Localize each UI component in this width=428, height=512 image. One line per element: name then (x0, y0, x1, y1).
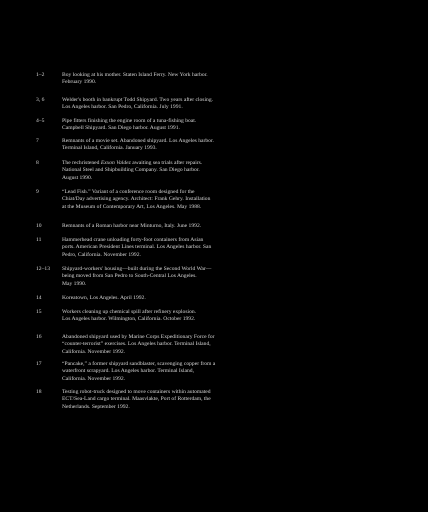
caption-line: The rechristened Exxon Valdez awaiting sea trials after repairs. (62, 160, 203, 166)
caption-text (62, 295, 376, 302)
caption-entry (36, 160, 376, 182)
plate-number: 17 (36, 361, 42, 367)
caption-line: ECT/Sea-Land cargo terminal. Maasvlakte, Port of Rotterdam, the (62, 396, 211, 403)
caption-entry (36, 389, 376, 411)
caption-line: Chiat/Day advertising agency. Architect: Frank Gehry. Installation (62, 196, 211, 203)
caption-text (62, 138, 376, 153)
caption-entry (36, 118, 376, 133)
caption-line: February 1990. (62, 79, 97, 86)
caption-text (62, 223, 376, 230)
caption-line: Terminal Island, California. January 1993. (62, 145, 157, 152)
caption-line: Hammerhead crane unloading forty-foot containers from Asian (62, 237, 204, 243)
plate-number: 16 (36, 334, 42, 340)
caption-line: California. November 1992. (62, 375, 126, 382)
plate-number: 11 (36, 237, 42, 243)
caption-entry (36, 138, 376, 153)
caption-line: “Pancake,” a former shipyard sandblaster, scavenging copper from a (62, 361, 216, 367)
caption-line: August 1990. (62, 174, 93, 181)
caption-line: May 1990. (62, 280, 87, 287)
caption-line: Netherlands. September 1992. (62, 403, 130, 410)
caption-line: ports. American President Lines terminal. Los Angeles harbor. San (62, 244, 212, 251)
plate-number: 18 (36, 389, 42, 395)
caption-text (62, 334, 376, 356)
caption-line: “counter-terrorist” exercises. Los Angeles harbor. Terminal Island, (62, 341, 211, 348)
caption-line: waterfront scrapyard. Los Angeles harbor. Terminal Island, (62, 368, 195, 375)
caption-line: Abandoned shipyard used by Marine Corps Expeditionary Force for (62, 334, 215, 340)
caption-line: California. November 1992. (62, 348, 126, 355)
caption-text (62, 309, 376, 324)
plate-number: 3, 6 (36, 97, 45, 103)
plate-number: 1–2 (36, 72, 45, 78)
caption-line: Pipe fitters finishing the engine room of a tuna-fishing boat. (62, 118, 197, 124)
caption-entry (36, 334, 376, 356)
plate-number: 7 (36, 138, 39, 144)
caption-text (62, 237, 376, 259)
plate-number: 10 (36, 223, 42, 229)
caption-entry (36, 361, 376, 383)
caption-line: Koreatown, Los Angeles. April 1992. (62, 295, 146, 301)
plate-number: 8 (36, 160, 39, 166)
caption-text (62, 72, 376, 87)
caption-text (62, 266, 376, 288)
caption-line: Boy looking at his mother. Staten Island Ferry. New York harbor. (62, 72, 208, 78)
caption-line: Los Angeles harbor. Wilmington, California. October 1992. (62, 316, 196, 323)
caption-entry (36, 223, 376, 230)
caption-entry (36, 295, 376, 302)
caption-line: Welder's booth in bankrupt Todd Shipyard. Two years after closing. (62, 97, 214, 103)
caption-line: National Steel and Shipbuilding Company. San Diego harbor. (62, 167, 200, 174)
caption-text (62, 160, 376, 182)
plate-number: 14 (36, 295, 42, 301)
caption-entry (36, 189, 376, 211)
plate-number: 4–5 (36, 118, 45, 124)
caption-line: Testing robot-truck designed to move containers within automated (62, 389, 211, 395)
caption-line: Workers cleaning up chemical spill after refinery explosion. (62, 309, 197, 315)
caption-line: Remnants of a movie set. Abandoned shipyard. Los Angeles harbor. (62, 138, 214, 144)
plate-number: 15 (36, 309, 42, 315)
plate-number: 9 (36, 189, 39, 195)
caption-line: “Lead Fish.” Variant of a conference room designed for the (62, 189, 195, 195)
caption-line: Campbell Shipyard. San Diego harbor. August 1991. (62, 125, 180, 132)
caption-line: Remnants of a Roman harbor near Minturno, Italy. June 1992. (62, 223, 202, 229)
caption-line: being moved from San Pedro to South-Central Los Angeles. (62, 273, 197, 280)
caption-text (62, 389, 376, 411)
plate-number: 12–13 (36, 266, 50, 272)
caption-entry (36, 266, 376, 288)
caption-text (62, 118, 376, 133)
caption-entry (36, 72, 376, 87)
caption-text (62, 97, 376, 112)
caption-text (62, 189, 376, 211)
caption-entry (36, 237, 376, 259)
caption-entry (36, 97, 376, 112)
caption-entry (36, 309, 376, 324)
caption-line: Pedro, California. November 1992. (62, 251, 141, 258)
caption-line: Los Angeles harbor. San Pedro, California. July 1991. (62, 104, 183, 111)
caption-line: Shipyard-workers' housing—built during the Second World War— (62, 266, 212, 272)
caption-text (62, 361, 376, 383)
caption-line: at the Museum of Contemporary Art, Los Angeles. May 1988. (62, 203, 202, 210)
